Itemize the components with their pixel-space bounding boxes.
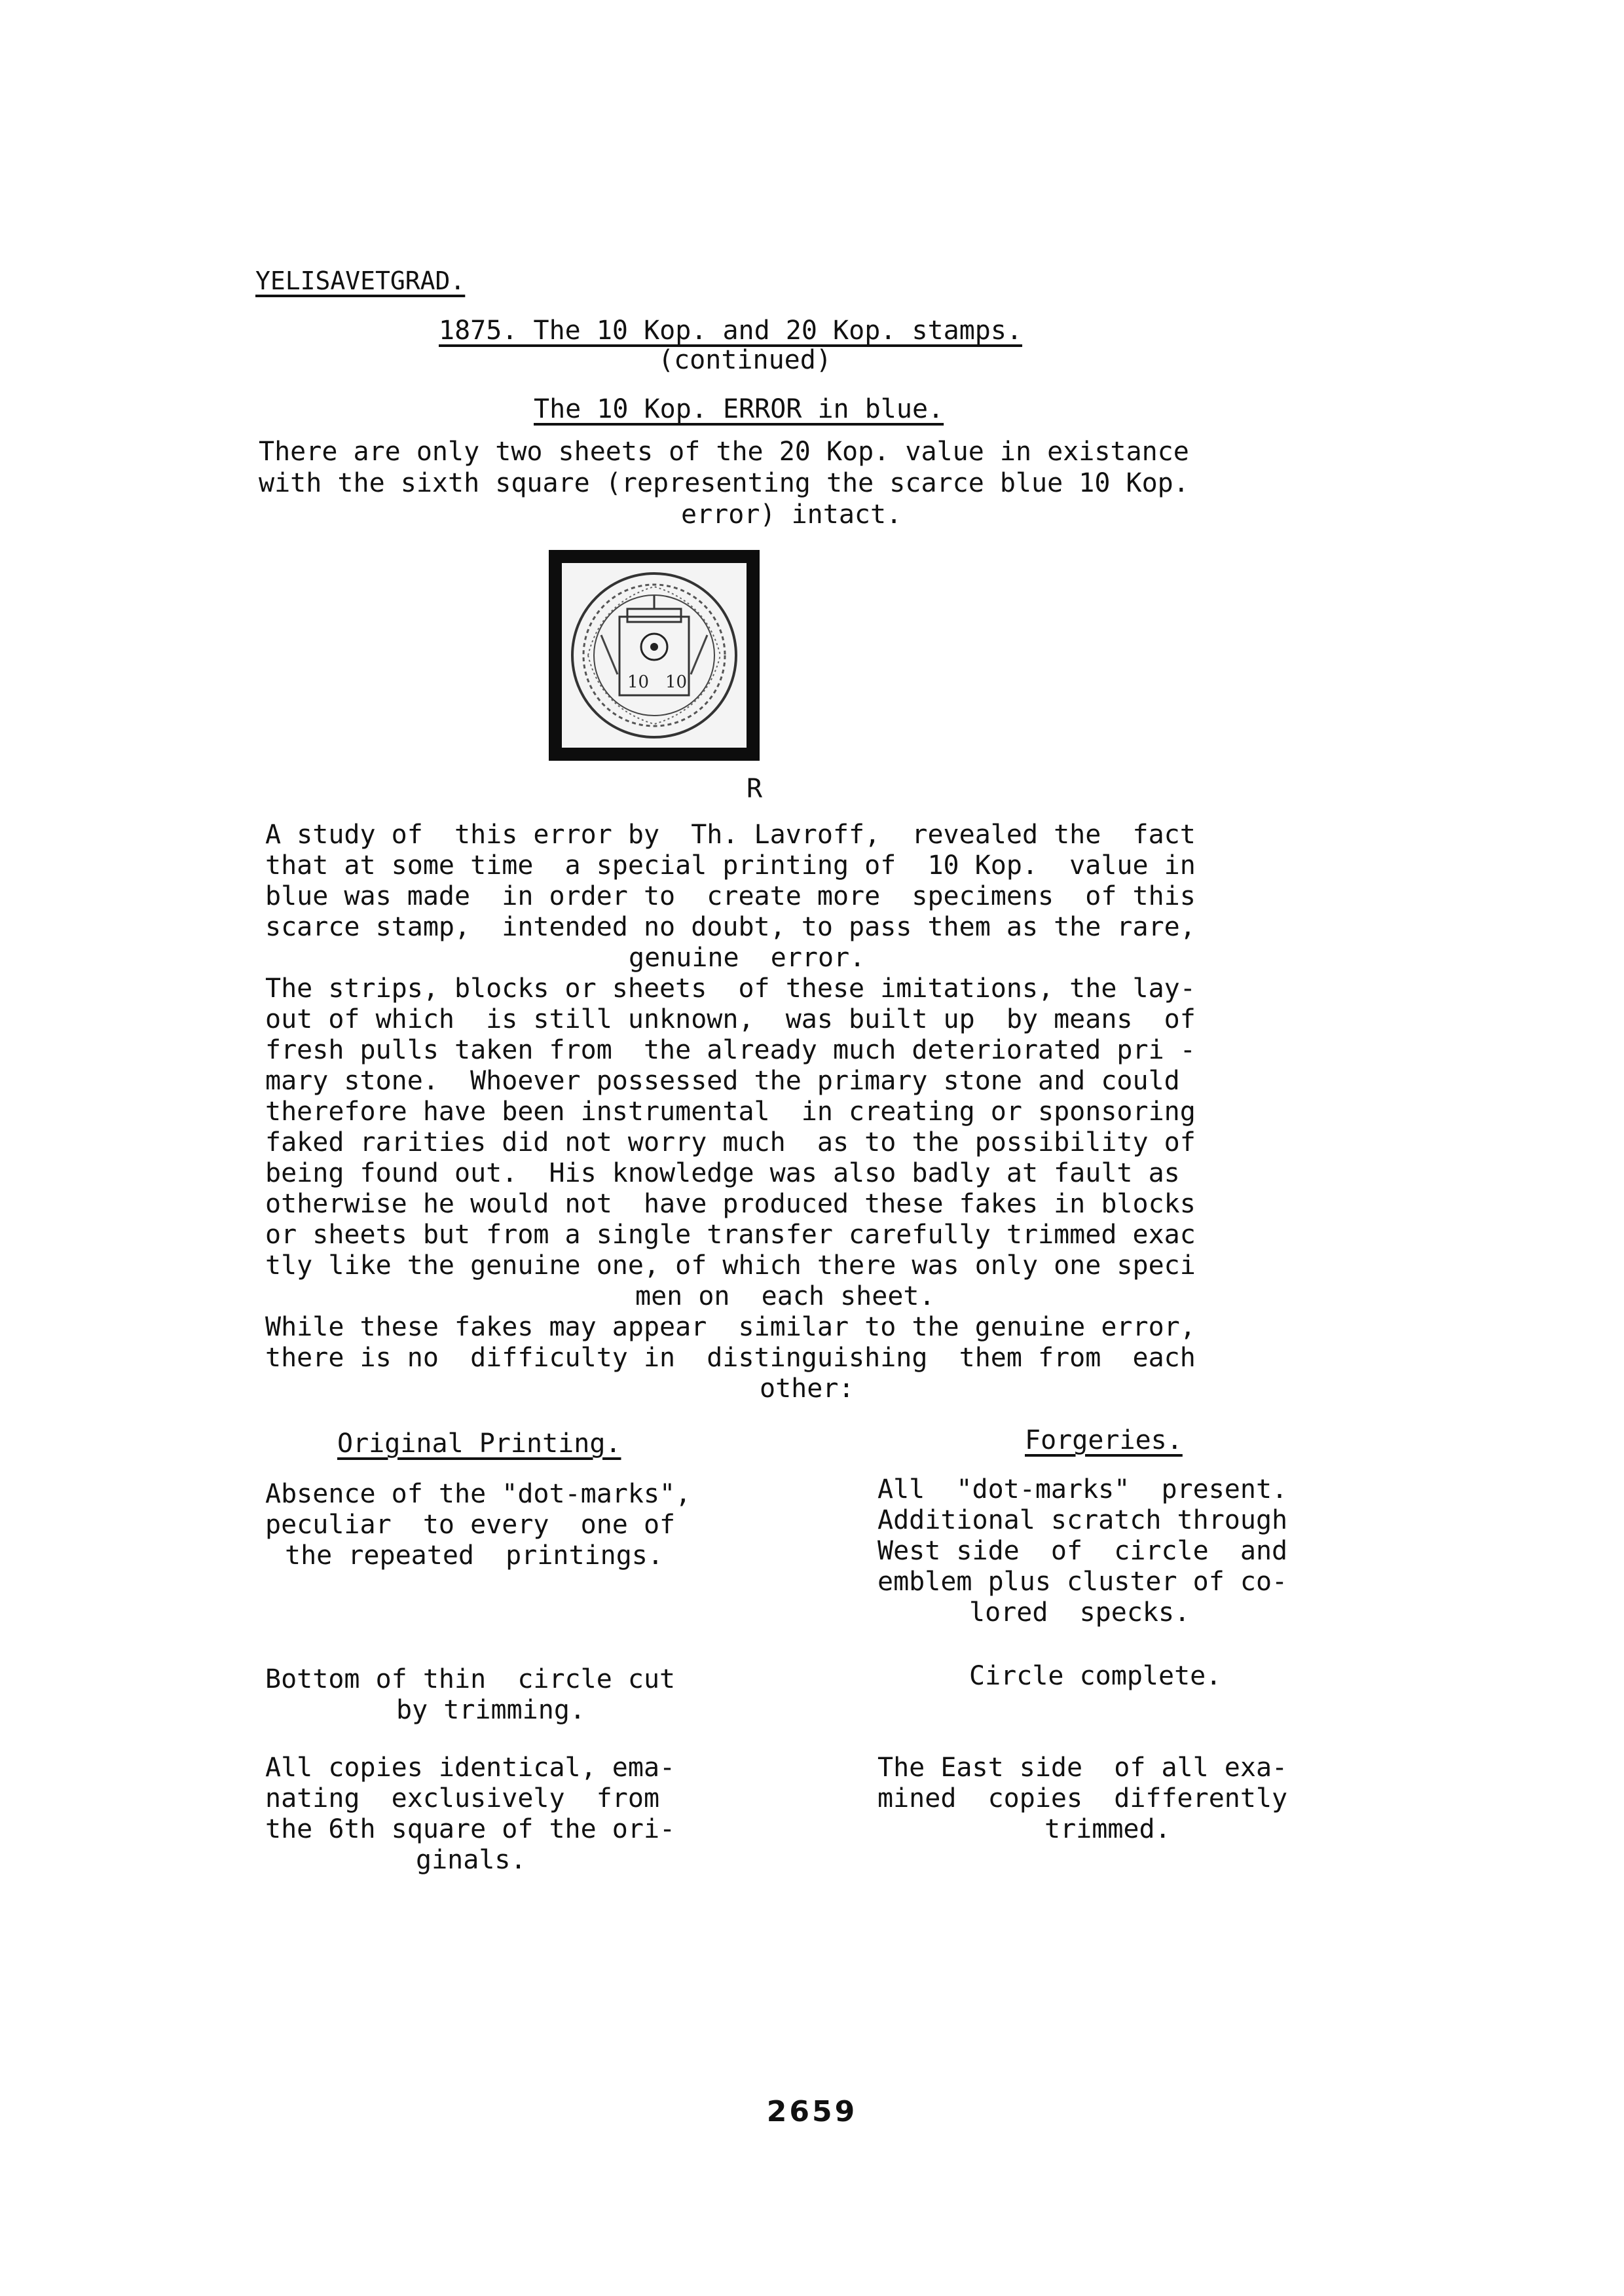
original-row2-line2: by trimming. bbox=[396, 1695, 585, 1725]
study-line-1: A study of this error by Th. Lavroff, revealed the fact bbox=[265, 820, 1196, 850]
forgery-row2-line1: Circle complete. bbox=[969, 1661, 1222, 1691]
page-number: 2659 bbox=[766, 2095, 858, 2128]
stamp-image bbox=[549, 550, 760, 761]
intro-line-1: There are only two sheets of the 20 Kop. value in existance bbox=[259, 437, 1189, 467]
study-line-9: mary stone. Whoever possessed the primary stone and could bbox=[265, 1066, 1180, 1096]
study-line-5: genuine error. bbox=[629, 943, 866, 973]
continued-note: (continued) bbox=[658, 345, 832, 375]
stamp-impression bbox=[562, 563, 747, 748]
stamp-seal-icon bbox=[562, 563, 747, 748]
forgery-row1-line1: All "dot-marks" present. bbox=[877, 1474, 1288, 1504]
study-line-14: or sheets but from a single transfer carefully trimmed exac bbox=[265, 1220, 1196, 1250]
original-row3-line2: nating exclusively from bbox=[265, 1783, 660, 1813]
study-line-6: The strips, blocks or sheets of these imitations, the lay- bbox=[265, 974, 1196, 1004]
original-row3-line1: All copies identical, ema- bbox=[265, 1753, 676, 1783]
study-line-2: that at some time a special printing of 10 Kop. value in bbox=[265, 850, 1196, 881]
forgery-row3-line1: The East side of all exa- bbox=[877, 1753, 1288, 1783]
stamp-value-right: 10 bbox=[665, 672, 688, 692]
study-line-19: other: bbox=[760, 1374, 855, 1404]
document-subtitle: 1875. The 10 Kop. and 20 Kop. stamps. bbox=[439, 316, 1023, 346]
intro-line-3: error) intact. bbox=[681, 500, 902, 530]
forgery-row1-line5: lored specks. bbox=[969, 1597, 1190, 1628]
original-printing-heading: Original Printing. bbox=[337, 1429, 621, 1459]
study-line-16: men on each sheet. bbox=[635, 1281, 935, 1311]
study-line-17: While these fakes may appear similar to the genuine error, bbox=[265, 1312, 1196, 1342]
forgery-row3-line2: mined copies differently bbox=[877, 1783, 1288, 1813]
study-line-7: out of which is still unknown, was built up by means of bbox=[265, 1004, 1196, 1034]
original-row3-line4: ginals. bbox=[416, 1845, 526, 1875]
original-row1-line2: peculiar to every one of bbox=[265, 1510, 676, 1540]
stamp-value-left: 10 bbox=[627, 672, 650, 692]
original-row1-line1: Absence of the "dot-marks", bbox=[265, 1479, 692, 1509]
study-line-8: fresh pulls taken from the already much deteriorated pri - bbox=[265, 1035, 1196, 1065]
section-title: The 10 Kop. ERROR in blue. bbox=[534, 394, 944, 424]
forgery-row1-line3: West side of circle and bbox=[877, 1536, 1288, 1566]
stamp-rarity-label: R bbox=[747, 774, 763, 804]
intro-line-2: with the sixth square (representing the scarce blue 10 Kop. bbox=[259, 468, 1189, 498]
study-line-11: faked rarities did not worry much as to the possibility of bbox=[265, 1127, 1196, 1157]
original-row2-line1: Bottom of thin circle cut bbox=[265, 1664, 676, 1694]
forgeries-heading: Forgeries. bbox=[1025, 1425, 1183, 1455]
original-row3-line3: the 6th square of the ori- bbox=[265, 1814, 676, 1844]
document-title: YELISAVETGRAD. bbox=[255, 266, 466, 295]
original-row1-line3: the repeated printings. bbox=[285, 1540, 663, 1571]
forgery-row1-line2: Additional scratch through bbox=[877, 1505, 1288, 1535]
study-line-12: being found out. His knowledge was also badly at fault as bbox=[265, 1158, 1180, 1188]
study-line-3: blue was made in order to create more specimens of this bbox=[265, 881, 1196, 911]
study-line-10: therefore have been instrumental in creating or sponsoring bbox=[265, 1097, 1196, 1127]
study-line-4: scarce stamp, intended no doubt, to pass them as the rare, bbox=[265, 912, 1196, 942]
study-line-15: tly like the genuine one, of which there was only one speci bbox=[265, 1250, 1196, 1281]
study-line-18: there is no difficulty in distinguishing them from each bbox=[265, 1343, 1196, 1373]
forgery-row3-line3: trimmed. bbox=[1044, 1814, 1171, 1844]
forgery-row1-line4: emblem plus cluster of co- bbox=[877, 1567, 1288, 1597]
study-line-13: otherwise he would not have produced these fakes in blocks bbox=[265, 1189, 1196, 1219]
